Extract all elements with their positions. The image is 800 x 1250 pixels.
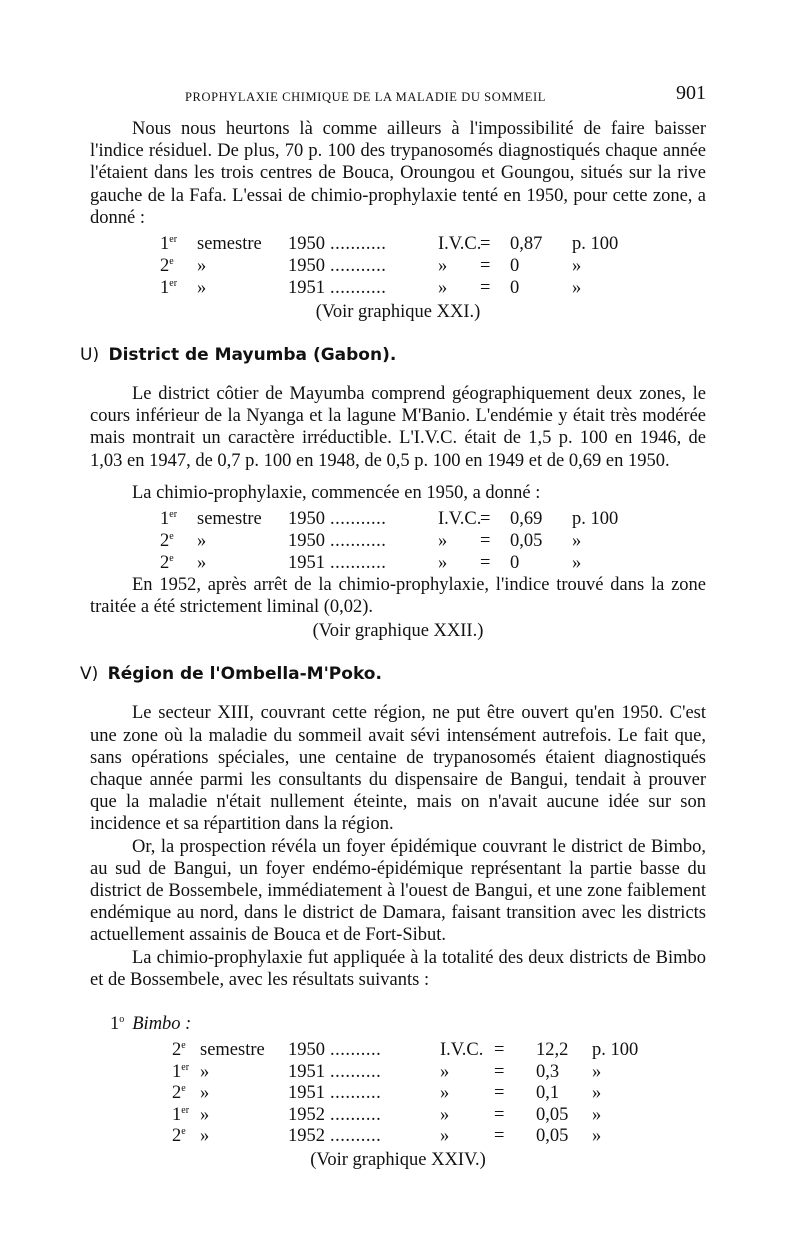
section-u-graph-reference: (Voir graphique XXII.) [312, 621, 484, 642]
section-u-heading [80, 345, 706, 365]
stat-year: 1951 [288, 1083, 325, 1104]
stat-label: » [197, 256, 207, 277]
bimbo-number-sup: o [119, 1014, 125, 1026]
stat-equals: = [480, 553, 491, 574]
stat-indicator: I.V.C. [438, 509, 482, 530]
stat-equals: = [494, 1061, 505, 1082]
stat-label: semestre [200, 1040, 265, 1061]
stat-period-sup: e [181, 1040, 186, 1052]
stat-unit: » [592, 1104, 602, 1125]
stat-period-sup: e [181, 1126, 186, 1138]
stat-unit: p. 100 [572, 234, 619, 255]
stat-equals: = [480, 509, 491, 530]
intro-stats-table [90, 233, 706, 299]
stat-row [90, 255, 706, 277]
stat-value: 0,87 [510, 234, 543, 255]
stat-period-number: 2 [160, 256, 170, 277]
bimbo-number: 1 [110, 1014, 120, 1035]
stat-period-sup: e [169, 553, 174, 565]
bimbo-subheading [110, 1013, 706, 1035]
stat-label: » [200, 1126, 210, 1147]
section-v-letter: V) [80, 664, 99, 685]
stat-period-number: 1 [160, 234, 170, 255]
section-u-paragraph-3: En 1952, après arrêt de la chimio-prophylaxie, l'indice trouvé dans la zone traitée a été strictement liminal (0,02). [90, 575, 706, 618]
stat-value: 0 [510, 553, 520, 574]
section-v-paragraph-2: Or, la prospection révéla un foyer épidémique couvrant le district de Bimbo, au sud de Bangui, un foyer endémo-épidémique représentant la partie basse du district de Bossembele, immédiatement à l'ouest de Bangui, et une zone faiblement endémique au nord, dans le district de Damara, faisant transition avec les districts actuellement assainis de Bouca et de Fort-Sibut. [90, 836, 706, 946]
stat-leader-dots: .......... [330, 1040, 382, 1061]
stat-indicator: » [440, 1083, 450, 1104]
stat-unit: » [572, 256, 582, 277]
stat-value: 0 [510, 278, 520, 299]
stat-leader-dots: .......... [330, 1126, 382, 1147]
page-number: 901 [676, 82, 706, 104]
stat-value: 0,05 [536, 1126, 569, 1147]
stat-leader-dots: ........... [330, 553, 387, 574]
stat-indicator: » [440, 1104, 450, 1125]
stat-unit: » [572, 553, 582, 574]
stat-period-number: 2 [160, 531, 170, 552]
stat-leader-dots: ........... [330, 278, 387, 299]
stat-indicator: » [438, 256, 448, 277]
stat-row [90, 508, 706, 530]
bimbo-name: Bimbo : [132, 1014, 192, 1035]
section-v-paragraph-1: Le secteur XIII, couvrant cette région, ne put être ouvert qu'en 1950. C'est une zone où la maladie du sommeil avait sévi intensément autrefois. Le fait que, sans opérations spéciales, une centaine de trypanosomés étaient diagnostiqués chaque année parmi les consultants du dispensaire de Bangui, tendait à prouver que la maladie n'était nullement éteinte, mais on n'avait aucune idée sur son incidence et sa répartition dans la région. [90, 703, 706, 835]
stat-period [172, 1125, 186, 1147]
stat-period-number: 1 [172, 1104, 182, 1125]
stat-label: » [197, 531, 207, 552]
stat-row [90, 530, 706, 552]
stat-value: 12,2 [536, 1040, 569, 1061]
section-v-heading [80, 664, 706, 684]
stat-period-number: 2 [172, 1126, 182, 1147]
stat-value: 0,69 [510, 509, 543, 530]
page-header [90, 82, 706, 118]
stat-period [160, 255, 174, 277]
stat-year: 1950 [288, 1040, 325, 1061]
stat-value: 0 [510, 256, 520, 277]
stat-label: » [197, 553, 207, 574]
stat-year: 1952 [288, 1104, 325, 1125]
stat-row [90, 1082, 706, 1104]
stat-label: » [197, 278, 207, 299]
stat-unit: » [572, 278, 582, 299]
bimbo-stats-table [90, 1039, 706, 1147]
section-v-title: Région de l'Ombella-M'Poko. [107, 664, 382, 685]
stat-unit: » [572, 531, 582, 552]
stat-year: 1951 [288, 553, 325, 574]
stat-equals: = [494, 1083, 505, 1104]
stat-year: 1952 [288, 1126, 325, 1147]
stat-label: semestre [197, 509, 262, 530]
stat-period [160, 277, 177, 299]
stat-equals: = [480, 278, 491, 299]
stat-indicator: » [438, 531, 448, 552]
section-u-letter: U) [80, 345, 100, 366]
section-u-title: District de Mayumba (Gabon). [108, 345, 397, 366]
stat-equals: = [480, 531, 491, 552]
stat-period-sup: e [169, 531, 174, 543]
stat-indicator: I.V.C. [440, 1040, 484, 1061]
section-u-stats-table [90, 508, 706, 574]
stat-equals: = [494, 1104, 505, 1125]
stat-period-number: 2 [172, 1040, 182, 1061]
stat-period [160, 508, 177, 530]
stat-period [172, 1082, 186, 1104]
stat-year: 1950 [288, 531, 325, 552]
stat-indicator: » [438, 278, 448, 299]
stat-value: 0,3 [536, 1061, 560, 1082]
stat-leader-dots: .......... [330, 1083, 382, 1104]
stat-period-number: 1 [160, 278, 170, 299]
bimbo-graph-reference: (Voir graphique XXIV.) [310, 1149, 486, 1170]
intro-paragraph: Nous nous heurtons là comme ailleurs à l'impossibilité de faire baisser l'indice résiduel. De plus, 70 p. 100 des trypanosomés diagnostiqués chaque année l'étaient dans les trois centres de Bouca, Oroungou et Goungou, situés sur la rive gauche de la Fafa. L'essai de chimio-prophylaxie tenté en 1950, pour cette zone, a donné : [90, 119, 706, 228]
stat-leader-dots: .......... [330, 1104, 382, 1125]
stat-equals: = [480, 234, 491, 255]
stat-leader-dots: .......... [330, 1061, 382, 1082]
stat-leader-dots: ........... [330, 234, 387, 255]
stat-unit: p. 100 [572, 509, 619, 530]
stat-period-number: 2 [172, 1083, 182, 1104]
stat-indicator: » [440, 1126, 450, 1147]
stat-period-sup: er [181, 1061, 190, 1073]
stat-period-sup: e [181, 1083, 186, 1095]
stat-period [160, 530, 174, 552]
stat-period-sup: er [181, 1104, 190, 1116]
section-v-paragraph-3: La chimio-prophylaxie fut appliquée à la totalité des deux districts de Bimbo et de Bossembele, avec les résultats suivants : [90, 947, 706, 990]
stat-year: 1951 [288, 278, 325, 299]
stat-indicator: I.V.C. [438, 234, 482, 255]
stat-period-number: 1 [172, 1061, 182, 1082]
stat-value: 0,05 [536, 1104, 569, 1125]
stat-value: 0,05 [510, 531, 543, 552]
stat-period-sup: er [169, 278, 178, 290]
stat-indicator: » [440, 1061, 450, 1082]
stat-year: 1951 [288, 1061, 325, 1082]
stat-leader-dots: ........... [330, 256, 387, 277]
stat-equals: = [494, 1126, 505, 1147]
stat-period-number: 2 [160, 553, 170, 574]
stat-year: 1950 [288, 234, 325, 255]
section-u-paragraph-2: La chimio-prophylaxie, commencée en 1950, a donné : [132, 482, 541, 503]
stat-unit: » [592, 1126, 602, 1147]
document-page [80, 82, 706, 1171]
stat-period [172, 1061, 189, 1083]
stat-equals: = [494, 1040, 505, 1061]
stat-period-sup: er [169, 234, 178, 246]
stat-period [160, 233, 177, 255]
stat-label: » [200, 1083, 210, 1104]
stat-row [90, 552, 706, 574]
stat-year: 1950 [288, 256, 325, 277]
stat-label: semestre [197, 234, 262, 255]
stat-period [160, 552, 174, 574]
running-head: PROPHYLAXIE CHIMIQUE DE LA MALADIE DU SOMMEIL [185, 90, 547, 104]
stat-unit: » [592, 1061, 602, 1082]
stat-indicator: » [438, 553, 448, 574]
stat-row [90, 1039, 706, 1061]
intro-graph-reference: (Voir graphique XXI.) [315, 302, 481, 323]
stat-row [90, 1125, 706, 1147]
stat-unit: » [592, 1083, 602, 1104]
stat-row [90, 233, 706, 255]
section-u-paragraph-1: Le district côtier de Mayumba comprend géographiquement deux zones, le cours inférieur de la Nyanga et la lagune M'Banio. L'endémie y était très modérée mais montrait un caractère irréductible. L'I.V.C. était de 1,5 p. 100 en 1946, de 1,03 en 1947, de 0,7 p. 100 en 1948, de 0,5 p. 100 en 1949 et de 0,69 en 1950. [90, 384, 706, 471]
stat-leader-dots: ........... [330, 509, 387, 530]
stat-label: » [200, 1061, 210, 1082]
stat-period-number: 1 [160, 509, 170, 530]
stat-period [172, 1104, 189, 1126]
stat-period-sup: er [169, 509, 178, 521]
stat-period [172, 1039, 186, 1061]
stat-year: 1950 [288, 509, 325, 530]
stat-label: » [200, 1104, 210, 1125]
stat-value: 0,1 [536, 1083, 560, 1104]
stat-equals: = [480, 256, 491, 277]
stat-unit: p. 100 [592, 1040, 639, 1061]
stat-row [90, 1104, 706, 1126]
stat-row [90, 277, 706, 299]
stat-period-sup: e [169, 256, 174, 268]
stat-row [90, 1061, 706, 1083]
stat-leader-dots: ........... [330, 531, 387, 552]
